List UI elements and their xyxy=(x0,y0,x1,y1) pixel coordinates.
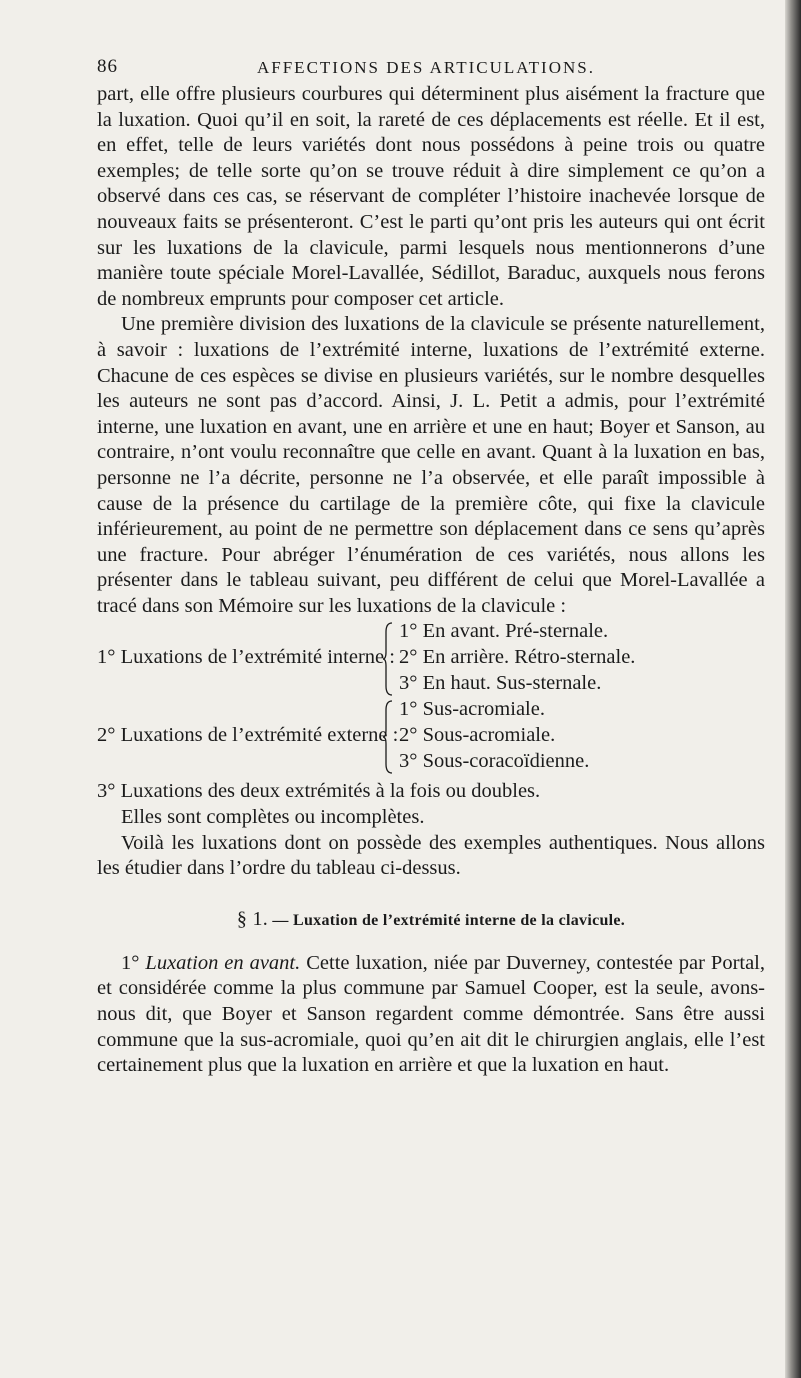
brace-group-1 xyxy=(383,622,393,696)
lead-italic: Luxation en avant. xyxy=(145,951,301,974)
group-1-item-3: 3° En haut. Sus-sternale. xyxy=(399,671,602,694)
paragraph-complete: Elles sont complètes ou incomplètes. xyxy=(121,806,425,829)
group-1-items xyxy=(399,619,635,696)
lead-number: 1° xyxy=(121,951,140,974)
page-number: 86 xyxy=(97,56,118,77)
book-page xyxy=(97,52,765,1079)
page-header xyxy=(97,52,765,82)
section-heading xyxy=(97,908,765,931)
group-1-item-1: 1° En avant. Pré-sternale. xyxy=(399,620,609,643)
section-dash: — xyxy=(272,911,289,929)
paragraph-1: part, elle offre plusieurs courbures qui déterminent plus aisément la fracture que la luxation. Quoi qu’il en soit, la rareté de ces déplacements est réelle. Et il est, en effet, telle de leurs variétés dont nous possédons à peine trois ou quatre exemples; de telle sorte qu’on se trouve réduit à dire simplement ce qu’on a observé dans ces cas, se réservant de compléter l’histoire inachevée lorsque de nouveaux faits se présenteront. C’est le parti qu’ont pris les auteurs qui ont écrit sur les luxations de la clavicule, parmi lesquels nous mentionnerons d’une manière toute spéciale Morel-Lavallée, Sédillot, Baraduc, auxquels nous ferons de nombreux emprunts pour composer cet article. xyxy=(97,83,765,310)
paragraph-2: Une première division des luxations de la clavicule se présente naturellement, à savoir : luxations de l’extrémité interne, luxations de l’extrémité externe. Chacune de ces espèces se divise en plusieurs variétés, sur le nombre desquelles les auteurs ne sont pas d’accord. Ainsi, J. L. Petit a admis, pour l’extrémité interne, une luxation en avant, une en arrière et une en haut; Boyer et Sanson, au contraire, n’ont voulu reconnaître que celle en avant. Quant à la luxation en bas, personne ne l’a décrite, personne ne l’a observée, et elle paraît impossible à cause de la présence du cartilage de la première côte, qui fixe la clavicule inférieurement, au point de ne permettre son déplacement dans ce sens qu’après une fracture. Pour abréger l’énumération de ces variétés, nous allons les présenter dans le tableau suivant, peu différent de celui que Morel-Lavallée a tracé dans son Mémoire sur les luxations de la clavicule : xyxy=(97,313,765,617)
group-2-label: 2° Luxations de l’extrémité externe : xyxy=(97,724,399,747)
page-edge-shadow xyxy=(785,0,801,1378)
section-title-text: Luxation de l’extrémité interne de la clavicule. xyxy=(293,911,626,929)
paragraph-voila: Voilà les luxations dont on possède des exemples authentiques. Nous allons les étudier dans l’ordre du tableau ci-dessus. xyxy=(97,831,765,880)
section-number: § 1. xyxy=(236,907,269,930)
group-1-item-2: 2° En arrière. Rétro-sternale. xyxy=(399,646,636,669)
paragraph-luxation-avant xyxy=(97,951,765,1079)
group-2-item-1: 1° Sus-acromiale. xyxy=(399,698,545,721)
brace-group-2 xyxy=(383,700,393,774)
group-2-items xyxy=(399,697,589,774)
group-2-item-3: 3° Sous-coracoïdienne. xyxy=(399,749,590,772)
group-2-item-2: 2° Sous-acromiale. xyxy=(399,724,556,747)
paragraph-body: Cette luxation, niée par Duverney, contestée par Portal, et considérée comme la plus commune par Samuel Cooper, est la seule, avons-nous dit, que Boyer et Sanson regardent comme démontrée. Sans être aussi commune que la sus-acromiale, quoi qu’en ait dit le chirurgien anglais, elle l’est certainement plus que la luxation en arrière et que la luxation en haut. xyxy=(97,951,766,1077)
group-1-label: 1° Luxations de l’extrémité interne : xyxy=(97,646,395,669)
classification-table xyxy=(97,619,765,779)
running-head: AFFECTIONS DES ARTICULATIONS. xyxy=(257,58,595,77)
group-3-line: 3° Luxations des deux extrémités à la fois ou doubles. xyxy=(97,780,541,803)
